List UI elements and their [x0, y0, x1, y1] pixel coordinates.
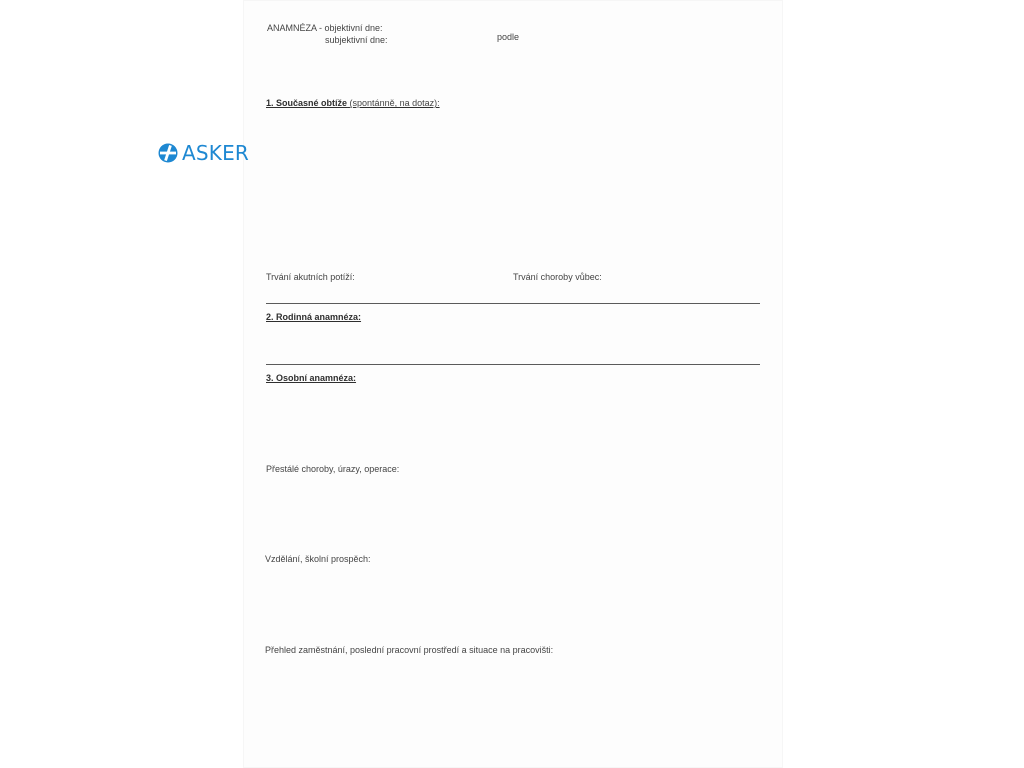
section-current-title: 1. Současné obtíže: [266, 98, 348, 108]
section-current-note: (spontánně, na dotaz):: [349, 98, 440, 108]
asker-logo: [158, 141, 249, 165]
logo-text: ASKER: [182, 141, 250, 165]
section-current-heading: [266, 98, 440, 109]
acute-duration-label: Trvání akutních potíží:: [266, 272, 355, 282]
podle-label: podle: [497, 32, 520, 42]
asker-cross-icon: [158, 143, 178, 163]
section-personal-heading: 3. Osobní anamnéza:: [266, 373, 357, 383]
employment-label: Přehled zaměstnání, poslední pracovní prostředí a situace na pracovišti:: [265, 645, 554, 655]
illness-duration-label: Trvání choroby vůbec:: [513, 272, 602, 282]
anamneza-subjective-label: subjektivní dne:: [325, 35, 388, 45]
anamneza-objective-label: ANAMNÉZA - objektivní dne:: [267, 23, 383, 33]
section-family-heading: 2. Rodinná anamnéza:: [266, 312, 362, 322]
section-divider-2: [266, 364, 760, 365]
past-illnesses-label: Přestálé choroby, úrazy, operace:: [266, 464, 400, 474]
section-divider-1: [266, 303, 760, 304]
education-label: Vzdělání, školní prospěch:: [265, 554, 371, 564]
